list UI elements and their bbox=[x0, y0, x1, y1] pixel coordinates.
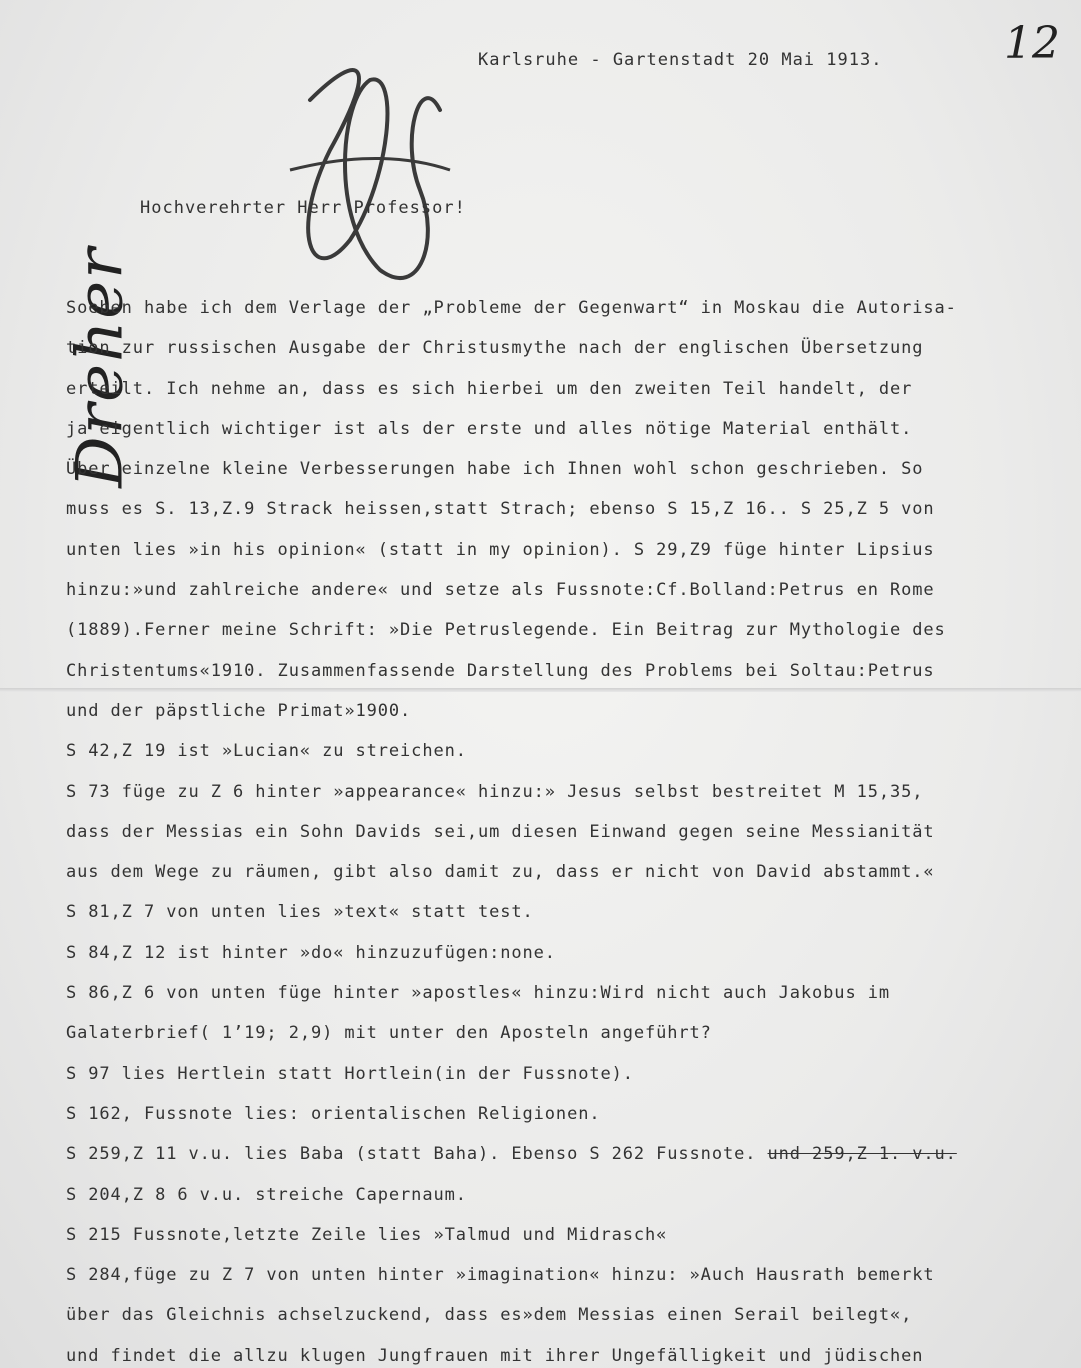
body-line: Galaterbrief( 1’19; 2,9) mit unter den Aposteln angeführt? bbox=[66, 1023, 712, 1044]
body-line: erteilt. Ich nehme an, dass es sich hierbei um den zweiten Teil handelt, der bbox=[66, 378, 913, 399]
body-line: S 284,füge zu Z 7 von unten hinter »imagination« hinzu: »Auch Hausrath bemerkt bbox=[66, 1265, 935, 1286]
body-line: S 215 Fussnote,letzte Zeile lies »Talmud und Midrasch« bbox=[66, 1224, 668, 1245]
body-line: und findet die allzu klugen Jungfrauen mit ihrer Ungefälligkeit und jüdischen bbox=[66, 1345, 924, 1366]
body-line: S 97 lies Hertlein statt Hortlein(in der Fussnote). bbox=[66, 1063, 634, 1084]
body-line: Über einzelne kleine Verbesserungen habe ich Ihnen wohl schon geschrieben. So bbox=[66, 459, 924, 480]
body-line: S 204,Z 8 6 v.u. streiche Capernaum. bbox=[66, 1184, 467, 1205]
body-line-text: S 259,Z 11 v.u. lies Baba (statt Baha). Ebenso S 262 Fussnote. bbox=[66, 1144, 757, 1165]
body-line: unten lies »in his opinion« (statt in my opinion). S 29,Z9 füge hinter Lipsius bbox=[66, 539, 935, 560]
body-line: dass der Messias ein Sohn Davids sei,um diesen Einwand gegen seine Messianität bbox=[66, 821, 935, 842]
salutation: Hochverehrter Herr Professor! bbox=[140, 198, 466, 218]
body-line: Soeben habe ich dem Verlage der „Probleme der Gegenwart“ in Moskau die Autorisa- bbox=[66, 298, 957, 318]
place-date-line: Karlsruhe - Gartenstadt 20 Mai 1913. bbox=[478, 50, 883, 70]
struck-text: und 259,Z 1. v.u. bbox=[767, 1144, 957, 1165]
body-line: ja eigentlich wichtiger ist als der erste und alles nötige Material enthält. bbox=[66, 418, 913, 439]
body-line: S 86,Z 6 von unten füge hinter »apostles« hinzu:Wird nicht auch Jakobus im bbox=[66, 983, 890, 1004]
body-line: S 42,Z 19 ist »Lucian« zu streichen. bbox=[66, 741, 467, 762]
body-line: S 73 füge zu Z 6 hinter »appearance« hinzu:» Jesus selbst bestreitet M 15,35, bbox=[66, 781, 924, 802]
body-line: S 81,Z 7 von unten lies »text« statt test. bbox=[66, 902, 534, 923]
folio-number: 12 bbox=[1004, 18, 1060, 69]
margin-handwritten-name: Dreher bbox=[63, 246, 138, 488]
body-line: (1889).Ferner meine Schrift: »Die Petruslegende. Ein Beitrag zur Mythologie des bbox=[66, 620, 946, 641]
body-line: muss es S. 13,Z.9 Strack heissen,statt Strach; ebenso S 15,Z 16.. S 25,Z 5 von bbox=[66, 499, 935, 520]
body-line: S 84,Z 12 ist hinter »do« hinzuzufügen:none. bbox=[66, 942, 556, 963]
body-line: aus dem Wege zu räumen, gibt also damit zu, dass er nicht von David abstammt.« bbox=[66, 862, 935, 883]
body-line-with-strike bbox=[66, 1134, 1056, 1174]
body-line: und der päpstliche Primat»1900. bbox=[66, 700, 412, 721]
body-line: tion zur russischen Ausgabe der Christusmythe nach der englischen Übersetzung bbox=[66, 338, 924, 359]
body-line: S 162, Fussnote lies: orientalischen Religionen. bbox=[66, 1103, 601, 1124]
body-line: über das Gleichnis achselzuckend, dass es»dem Messias einen Serail beilegt«, bbox=[66, 1305, 913, 1326]
letter-body bbox=[66, 288, 1056, 1368]
body-line: Christentums«1910. Zusammenfassende Darstellung des Problems bei Soltau:Petrus bbox=[66, 660, 935, 681]
body-line: hinzu:»und zahlreiche andere« und setze als Fussnote:Cf.Bolland:Petrus en Rome bbox=[66, 580, 935, 601]
pencil-scribble bbox=[270, 40, 470, 300]
